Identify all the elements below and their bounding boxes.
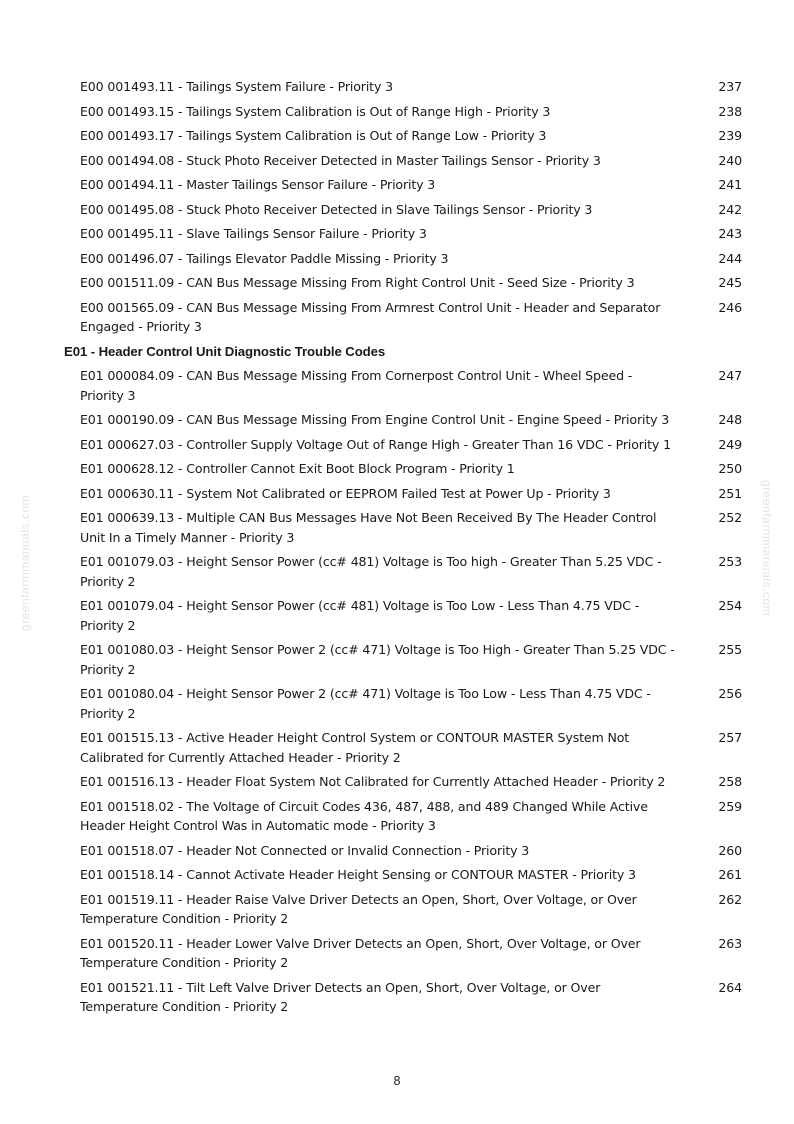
- page-number: 8: [393, 1074, 401, 1088]
- toc-entry-title: E01 001080.03 - Height Sensor Power 2 (cc# 471) Voltage is Too High - Greater Than 5.25 VDC - Priority 2: [80, 642, 675, 677]
- toc-entry-title: E01 001519.11 - Header Raise Valve Driver Detects an Open, Short, Over Voltage, or Over Temperature Condition - Priority 2: [80, 891, 637, 926]
- toc-entry[interactable]: [64, 410, 754, 430]
- toc-entry-title: E01 001079.03 - Height Sensor Power (cc# 481) Voltage is Too high - Greater Than 5.25 VDC - Priority 2: [80, 554, 662, 589]
- toc-entry-title: E00 001511.09 - CAN Bus Message Missing From Right Control Unit - Seed Size - Priority 3: [80, 275, 635, 290]
- toc-entry[interactable]: [64, 249, 754, 269]
- toc-entry-title: E01 000627.03 - Controller Supply Voltage Out of Range High - Greater Than 16 VDC - Priority 1: [80, 436, 671, 452]
- toc-entry[interactable]: [64, 684, 754, 723]
- toc-entry-page: 240: [718, 152, 742, 168]
- toc-entry-page: 262: [718, 891, 742, 907]
- toc-entry-title: E01 000084.09 - CAN Bus Message Missing From Cornerpost Control Unit - Wheel Speed - Priority 3: [80, 368, 633, 403]
- toc-entry-page: 241: [718, 177, 742, 192]
- toc-entry[interactable]: [64, 459, 754, 479]
- section-heading[interactable]: E01 - Header Control Unit Diagnostic Trouble Codes: [64, 343, 386, 359]
- toc-entry-page: 250: [718, 461, 742, 476]
- toc-entry[interactable]: [64, 224, 754, 244]
- toc-entry-page: 261: [718, 867, 742, 882]
- toc-entry-page: 257: [718, 730, 742, 745]
- toc-entry[interactable]: [64, 435, 754, 455]
- toc-entry-title: E00 001493.11 - Tailings System Failure - Priority 3: [80, 79, 393, 94]
- toc-entry-title: E00 001493.15 - Tailings System Calibration is Out of Range High - Priority 3: [80, 103, 551, 119]
- toc-entry[interactable]: [64, 890, 754, 929]
- toc-entry-page: 249: [718, 436, 742, 452]
- toc-entry-page: 242: [718, 201, 742, 217]
- toc-entry[interactable]: [64, 865, 754, 885]
- toc-entry-page: 254: [718, 598, 742, 613]
- toc-entry[interactable]: [64, 366, 754, 405]
- toc-entry-page: 255: [718, 642, 742, 657]
- toc-entry-page: 246: [718, 299, 742, 315]
- toc-entry-title: E00 001496.07 - Tailings Elevator Paddle Missing - Priority 3: [80, 250, 449, 266]
- toc-entry[interactable]: [64, 151, 754, 171]
- entry-list-e01: [64, 366, 754, 1017]
- toc-entry-page: 258: [718, 774, 742, 789]
- toc-entry-page: 256: [718, 686, 742, 701]
- toc-entry-page: 264: [718, 979, 742, 995]
- toc-entry-page: 239: [718, 128, 742, 143]
- toc-entry[interactable]: [64, 484, 754, 504]
- table-of-contents: [64, 77, 754, 1022]
- toc-entry[interactable]: [64, 102, 754, 122]
- toc-entry-page: 245: [718, 275, 742, 290]
- toc-entry-title: E01 001518.14 - Cannot Activate Header Height Sensing or CONTOUR MASTER - Priority 3: [80, 867, 636, 882]
- toc-entry-page: 260: [718, 842, 742, 858]
- toc-entry[interactable]: [64, 200, 754, 220]
- toc-entry[interactable]: [64, 797, 754, 836]
- toc-entry-title: E00 001565.09 - CAN Bus Message Missing From Armrest Control Unit - Header and Separator Engaged - Priority 3: [80, 299, 661, 334]
- toc-entry[interactable]: [64, 126, 754, 146]
- toc-entry-page: 237: [718, 79, 742, 94]
- toc-entry-page: 252: [718, 510, 742, 525]
- toc-entry[interactable]: [64, 298, 754, 337]
- toc-entry[interactable]: [64, 728, 754, 767]
- toc-entry-title: E01 000190.09 - CAN Bus Message Missing From Engine Control Unit - Engine Speed - Priority 3: [80, 412, 670, 427]
- toc-entry-page: 251: [718, 485, 742, 501]
- toc-entry-page: 243: [718, 226, 742, 241]
- toc-entry[interactable]: [64, 596, 754, 635]
- toc-entry-title: E01 000630.11 - System Not Calibrated or EEPROM Failed Test at Power Up - Priority 3: [80, 485, 611, 501]
- toc-entry-title: E01 001079.04 - Height Sensor Power (cc# 481) Voltage is Too Low - Less Than 4.75 VDC - Priority 2: [80, 598, 640, 633]
- toc-entry-page: 248: [718, 412, 742, 427]
- watermark-right: greenfarmmanuals.com: [760, 480, 774, 617]
- toc-entry-title: E00 001493.17 - Tailings System Calibration is Out of Range Low - Priority 3: [80, 128, 547, 143]
- entry-list-e00: [64, 77, 754, 337]
- toc-entry-title: E01 001518.07 - Header Not Connected or Invalid Connection - Priority 3: [80, 842, 530, 858]
- toc-entry[interactable]: [64, 640, 754, 679]
- toc-entry-title: E01 001515.13 - Active Header Height Control System or CONTOUR MASTER System Not Calibrated for Currently Attached Header - Priority 2: [80, 730, 630, 765]
- toc-entry[interactable]: [64, 508, 754, 547]
- toc-entry-title: E01 001521.11 - Tilt Left Valve Driver Detects an Open, Short, Over Voltage, or Over Temperature Condition - Priority 2: [80, 979, 601, 1014]
- toc-entry-title: E01 000628.12 - Controller Cannot Exit Boot Block Program - Priority 1: [80, 461, 515, 476]
- toc-entry-title: E00 001494.11 - Master Tailings Sensor Failure - Priority 3: [80, 177, 436, 192]
- toc-entry[interactable]: [64, 77, 754, 97]
- toc-entry[interactable]: [64, 841, 754, 861]
- toc-entry-title: E01 001520.11 - Header Lower Valve Driver Detects an Open, Short, Over Voltage, or Over Temperature Condition - Priority 2: [80, 935, 641, 970]
- toc-entry-page: 238: [718, 103, 742, 119]
- toc-entry-title: E00 001495.08 - Stuck Photo Receiver Detected in Slave Tailings Sensor - Priority 3: [80, 201, 593, 217]
- toc-entry-page: 244: [718, 250, 742, 266]
- toc-entry[interactable]: [64, 552, 754, 591]
- toc-entry-title: E00 001495.11 - Slave Tailings Sensor Failure - Priority 3: [80, 226, 427, 241]
- toc-entry-title: E01 000639.13 - Multiple CAN Bus Messages Have Not Been Received By The Header Control Unit In a Timely Manner - Priority 3: [80, 510, 657, 545]
- toc-entry-title: E00 001494.08 - Stuck Photo Receiver Detected in Master Tailings Sensor - Priority 3: [80, 152, 601, 168]
- toc-entry[interactable]: [64, 978, 754, 1017]
- toc-entry[interactable]: [64, 273, 754, 293]
- toc-entry-page: 259: [718, 798, 742, 814]
- toc-entry-page: 253: [718, 554, 742, 569]
- watermark-left: greenfarmmanuals.com: [18, 495, 32, 632]
- toc-entry[interactable]: [64, 934, 754, 973]
- toc-entry-title: E01 001516.13 - Header Float System Not Calibrated for Currently Attached Header - Priority 2: [80, 774, 666, 789]
- toc-entry-title: E01 001080.04 - Height Sensor Power 2 (cc# 471) Voltage is Too Low - Less Than 4.75 VDC - Priority 2: [80, 686, 651, 721]
- toc-entry-title: E01 001518.02 - The Voltage of Circuit Codes 436, 487, 488, and 489 Changed While Active Header Height Control Was in Automatic mode - Priority 3: [80, 798, 648, 833]
- toc-entry-page: 263: [718, 935, 742, 951]
- toc-entry[interactable]: [64, 772, 754, 792]
- toc-entry-page: 247: [718, 368, 742, 383]
- toc-entry[interactable]: [64, 175, 754, 195]
